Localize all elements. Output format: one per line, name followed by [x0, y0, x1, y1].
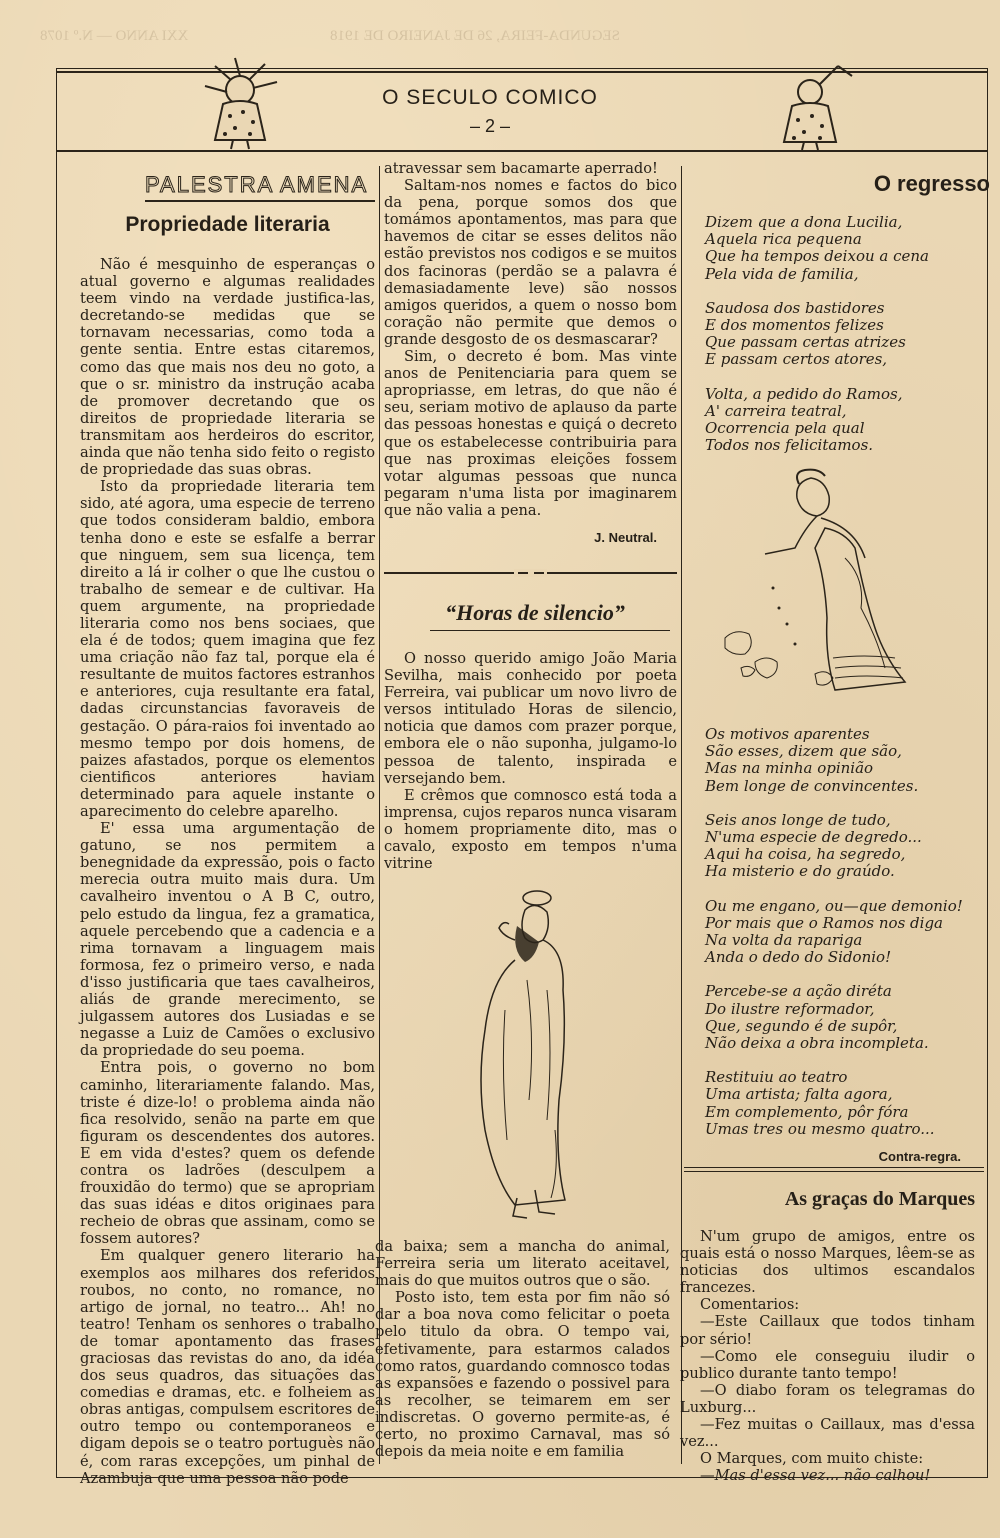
doll-left-illustration [195, 52, 285, 152]
author-signature: J. Neutral. [594, 529, 657, 545]
article-body-gracas [680, 1228, 975, 1484]
poem-line: E passam certos atores, [705, 350, 888, 369]
paragraph: N'um grupo de amigos, entre os quais está o nosso Marques, lêem-se as noticias dos ultimos escandalos francezes. [680, 1228, 975, 1297]
poem-line: Uma artista; falta agora, [705, 1085, 893, 1104]
paragraph: O nosso querido amigo João Maria Sevilha, mais conhecido por poeta Ferreira, vai publicar um novo livro de versos intitulado Horas de silencio, noticia que damos com prazer porque, embora ele o não suponha, julgamo-lo pessoa de talento, inspirada e versejando bem. [384, 650, 677, 787]
article-body-propriedade [80, 256, 375, 1487]
stanza [705, 386, 975, 455]
bleed-through-text [0, 28, 1000, 58]
article-title-gracas: As graças do Marques [784, 1188, 975, 1210]
article-body-horas-continued [375, 1238, 670, 1460]
article-body-continuation [384, 160, 677, 546]
poem-line: Na volta da rapariga [705, 931, 863, 950]
friar-illustration [455, 880, 605, 1235]
poem-line: Aqui ha coisa, ha segredo, [705, 845, 906, 864]
poem-title: O regresso [873, 171, 990, 196]
woman-feeding-birds-illustration [715, 468, 965, 708]
paragraph: Saltam-nos nomes e factos do bico da pena, porque somos dos que tomámos apontamentos, mas para que havemos de citar se esses delitos não estão previstos nos codigos e se muitos dos facinoras (perdão se a palavra é demasiadamente leve) são nossos amigos queridos, a quem o nosso bom coração não permite que demos o grande desgosto de os desmascarar? [384, 177, 677, 348]
article-title: Propriedade literaria [125, 213, 330, 236]
poem-stanzas-top [705, 214, 975, 471]
paragraph: —Fez muitas o Caillaux, mas d'essa vez... [680, 1416, 975, 1451]
stanza [705, 214, 975, 283]
poem-line: Ha misterio e do graúdo. [705, 862, 895, 881]
poem-line: Por mais que o Ramos nos diga [705, 913, 943, 932]
poem-line: Em complemento, pôr fóra [705, 1102, 909, 1121]
paragraph: da baixa; sem a mancha do animal, Ferreira seria um literato aceitavel, mais do que muitos outros que o são. [375, 1238, 670, 1290]
poem-line: Que passam certas atrizes [705, 333, 906, 352]
poem-line: Restituiu ao teatro [705, 1068, 848, 1087]
poem-line: N'uma especie de degredo... [705, 828, 922, 847]
poem-line: São esses, dizem que são, [705, 742, 902, 761]
paragraph: Não é mesquinho de esperanças o atual governo e algumas realidades teem vindo na verdade justifica-las, decretando-se medidas que se tornavam necessarias, como toda a gente sentia. Entre estas citaremos, como das que mais nos deu no goto, a que o sr. ministro da instrução acaba de promover decretando que os direitos de propriedade literaria se transmitam aos herdeiros do escritor, ainda que não tenha sido feito o registo de propriedade das suas obras. [80, 256, 375, 479]
stanza [705, 983, 975, 1052]
poem-line: Ocorrencia pela qual [705, 419, 865, 438]
poem-line: Ou me engano, ou—que demonio! [705, 896, 963, 915]
paragraph: Comentarios: [700, 1296, 800, 1314]
poem-line: Umas tres ou mesmo quatro... [705, 1119, 935, 1138]
paragraph: Isto da propriedade literaria tem sido, até agora, uma especie de terreno que todos consideram baldio, embora tenha dono e este se esfalfe a berrar que ninguem, sem sua licença, tem direito a lá ir colher o que lhe custou o trabalho de semear e de cultivar. Ha quem argumente, na propriedade literaria como nos bens sociaes, que ela é de todos; quem imagina que fez uma criação não faz tal, porque ela é resultante de muitos factores estranhos e anteriores, cuja resultante era fatal, dadas circunstancias favoraveis de gestação. O pára-raios foi inventado ao mesmo tempo por dois homens, de paizes afastados, porque os elementos cientificos anteriores haviam determinado para aquele instante o aparecimento do celebre aparelho. [80, 478, 375, 820]
poem-line: Do ilustre reformador, [705, 999, 875, 1018]
poem-line: Todos nos felicitamos. [705, 436, 874, 455]
poem-line: Volta, a pedido do Ramos, [705, 384, 903, 403]
masthead-title: O SECULO COMICO [382, 86, 598, 109]
poem-line: Pela vida de familia, [705, 264, 859, 283]
section-divider-thin [684, 1171, 984, 1172]
poem-line: Saudosa dos bastidores [705, 298, 885, 317]
paragraph: —Este Caillaux que todos tinham por sério! [680, 1313, 975, 1348]
paragraph: Entra pois, o governo no bom caminho, literariamente falando. Mas, triste é dize-lo! o problema ainda não fica resolvido, senão na parte em que figuram os descendentes dos autores. E em vida d'estes? quem os defende contra os ladrões (desculpem a frouxidão do termo) que se apropriam das suas idéas e ditos originaes para recheio de obras que assinam, como se fossem autores? [80, 1059, 375, 1248]
paragraph: E' essa uma argumentação de gatuno, se nos permitem a benegnidade da expressão, pois o facto merecia outra muito mais dura. Um cavalheiro inventou o A B C, outro, pelo estudo da lingua, fez a gramatica, aquele percebendo que a cadencia e a rima tornavam a linguagem mais formosa, fez o primeiro verso, e nada d'isso justificaria que taes cavalheiros, aliás de grande merecimento, se julgassem autores dos Lusiadas e se negasse a Luiz de Camões o exclusivo da propriedade do seu poema. [80, 820, 375, 1060]
section-heading: PALESTRA AMENA [145, 172, 375, 202]
poem-line: Aquela rica pequena [705, 230, 862, 249]
paragraph: Posto isto, tem esta por fim não só dar a boa nova como felicitar o poeta pelo titulo da obra. O tempo vai, efetivamente, para estarmos calados como ratos, guardando comnosco todas as expansões e fazendo o possivel para as recolher, se teimarem em ser indiscretas. O governo permite-as, é certo, no proximo Carnaval, mas só depois da meia noite e em familia [375, 1289, 670, 1461]
section-divider [684, 1167, 984, 1168]
doll-right-illustration [770, 62, 860, 152]
paragraph: O Marques, com muito chiste: [700, 1450, 924, 1468]
poem-line: Percebe-se a ação diréta [705, 982, 892, 1001]
stanza [705, 898, 975, 967]
stanza [705, 726, 975, 795]
stanza [705, 1069, 975, 1138]
poem-line: Dizem que a dona Lucilia, [705, 213, 903, 231]
poem-line: A' carreira teatral, [705, 401, 847, 420]
paragraph: atravessar sem bacamarte aperrado! [384, 160, 658, 177]
poem-stanzas-bottom [705, 726, 975, 1165]
poem-line: E dos momentos felizes [705, 316, 884, 335]
poem-line: Que ha tempos deixou a cena [705, 247, 929, 266]
poem-line: Não deixa a obra incompleta. [705, 1034, 929, 1053]
title-underline [430, 630, 670, 631]
stanza [705, 300, 975, 369]
article-title-horas: “Horas de silencio” [445, 600, 625, 625]
paragraph: Sim, o decreto é bom. Mas vinte anos de Penitenciaria para quem se apropriasse, em letras, do que não é seu, seriam motivo de aplauso da parte das pessoas honestas e quiçá o decreto que os estabelecesse contribuiria para que nas proximas eleições fossem votar algumas pessoas que nunca pegaram n'uma lista por imaginarem que não valia a pena. [384, 348, 677, 519]
paragraph: Em qualquer genero literario ha exemplos aos milhares dos referidos roubos, no conto, no romance, no artigo de jornal, no teatro... Ah! no teatro! Tenham os senhores o trabalho de tomar apontamento das frases graciosas das revistas do ano, da idéa dos seus quadros, das situações das comedias e dramas, etc. e folheiem as obras antigas, compulsem escritores de outro tempo ou contemporaneos e digam depois se o teatro portuguès não é, com raras excepções, um pinhal de Azambuja que uma pessoa não pode [80, 1247, 375, 1487]
ghost-date: SEGUNDA-FEIRA, 26 DE JANEIRO DE 1918 [330, 28, 620, 44]
poem-signature: Contra-regra. [878, 1149, 961, 1165]
paragraph: —O diabo foram os telegramas do Luxburg... [680, 1381, 975, 1416]
poem-line: Os motivos aparentes [705, 725, 870, 743]
stanza [705, 812, 975, 881]
poem-line: Bem longe de convincentes. [705, 776, 919, 795]
paragraph: —Mas d'essa vez... não calhou! [700, 1467, 931, 1485]
ornamental-divider [384, 566, 677, 580]
article-body-horas [384, 650, 677, 872]
ghost-issue: XXI ANNO — N.º 1078 [40, 28, 189, 44]
poem-line: Seis anos longe de tudo, [705, 810, 891, 829]
paragraph: E crêmos que comnosco está toda a imprensa, cujos reparos nunca visaram o homem propriamente dito, mas o cavalo, exposto em tempos n'uma vitrine [384, 786, 677, 873]
poem-line: Anda o dedo do Sidonio! [705, 948, 892, 967]
poem-line: Mas na minha opinião [705, 759, 874, 778]
paragraph: —Como ele conseguiu iludir o publico durante tanto tempo! [680, 1347, 975, 1382]
page-number: – 2 – [469, 116, 511, 136]
poem-line: Que, segundo é de supôr, [705, 1016, 898, 1035]
